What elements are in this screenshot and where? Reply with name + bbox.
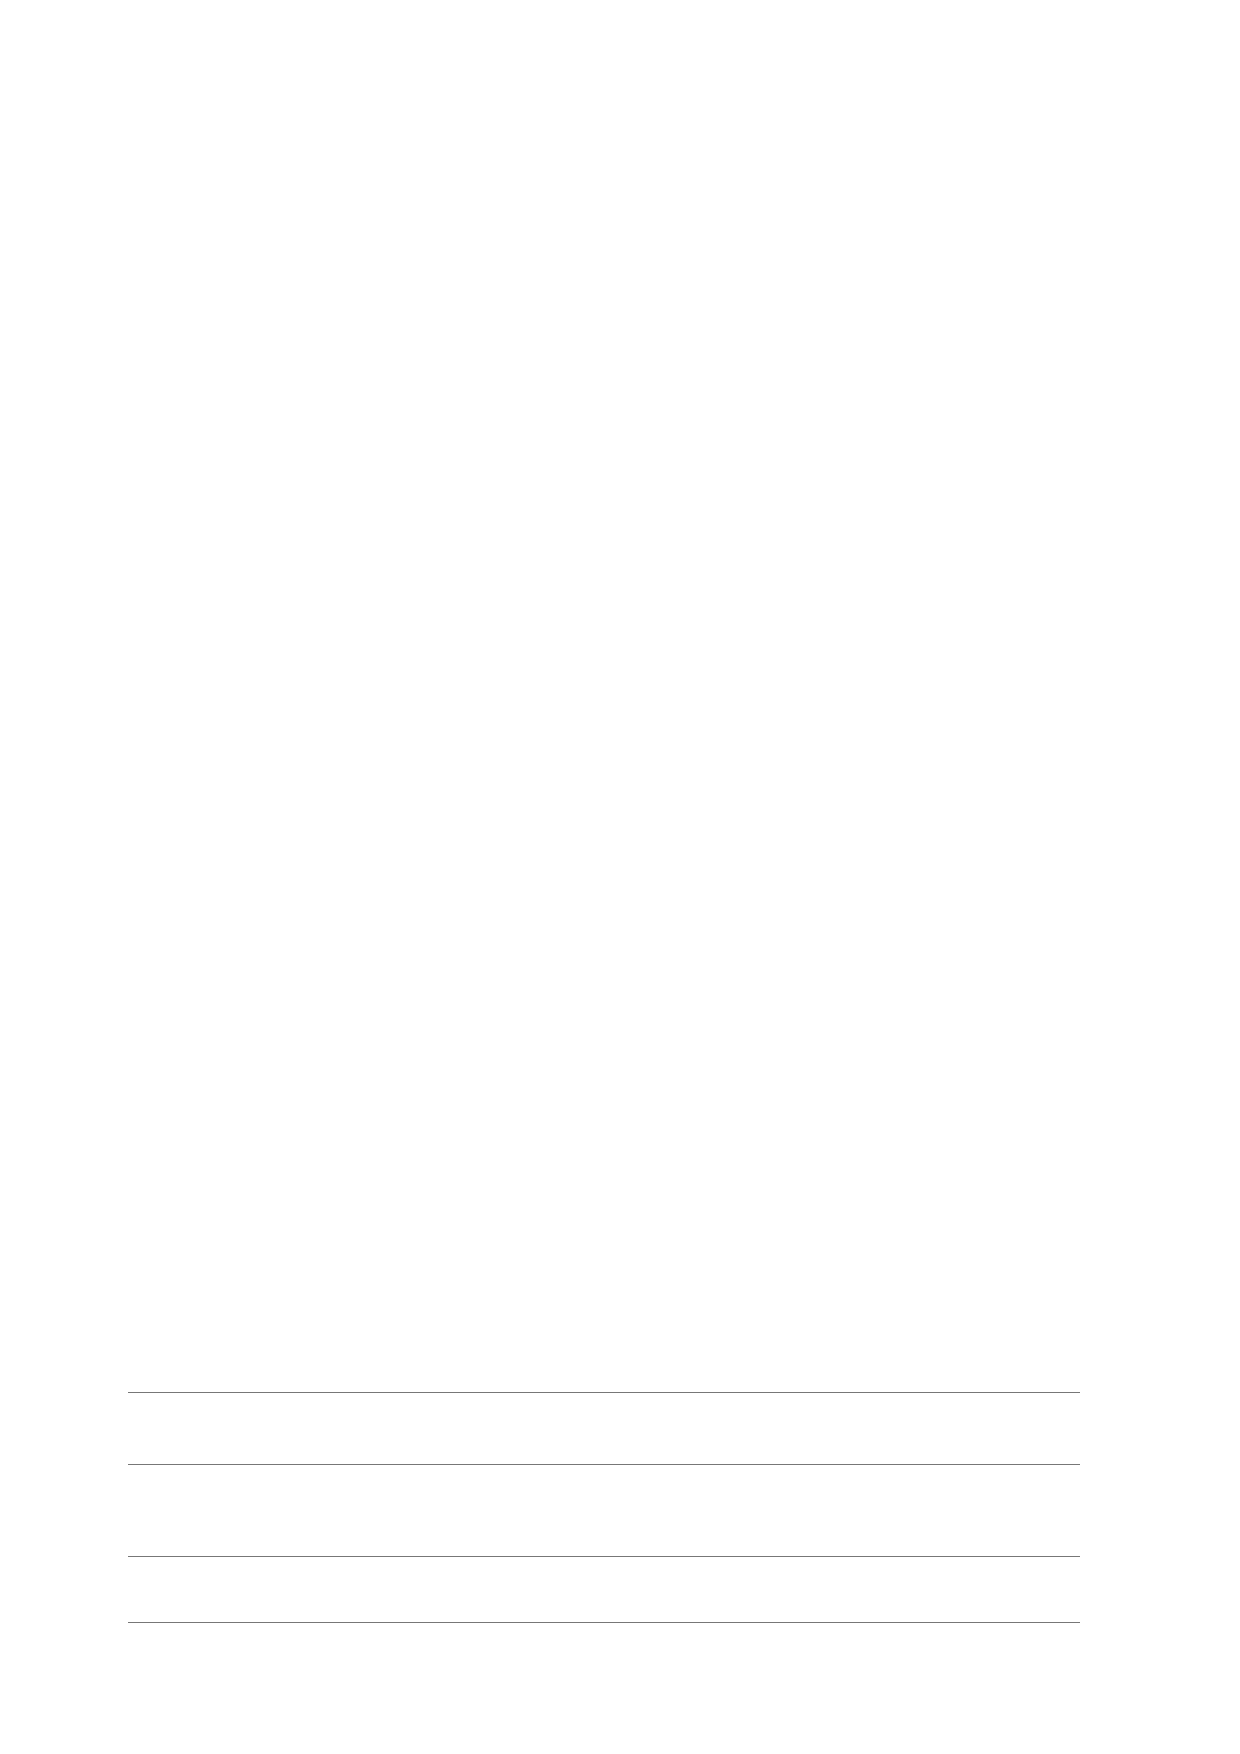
sentence-blank-line — [128, 1464, 1080, 1465]
sentence-line — [128, 1392, 1080, 1393]
sentence-blank-line — [128, 1622, 1080, 1623]
sentence-line — [128, 1556, 1080, 1557]
